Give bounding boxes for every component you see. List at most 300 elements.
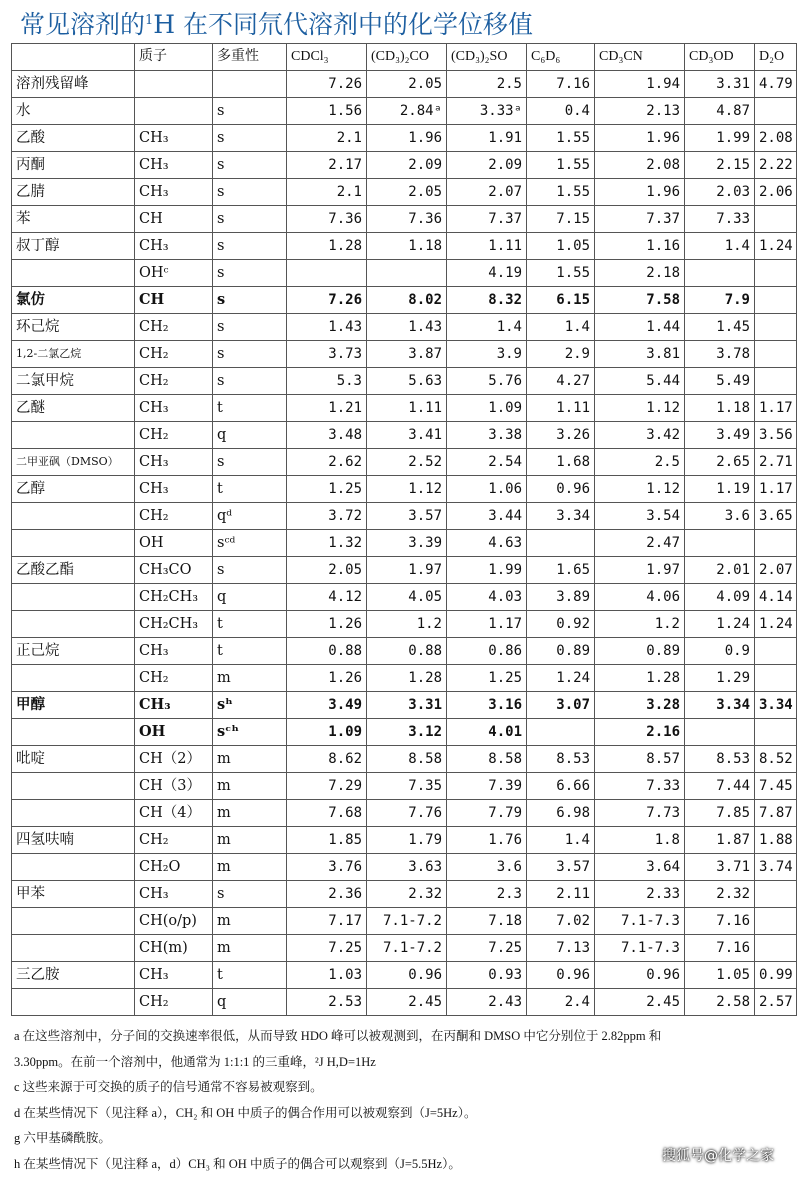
shift-value-cell: 1.12 — [367, 476, 447, 503]
shift-value-cell: 3.33ᵃ — [447, 98, 527, 125]
page-title: 常见溶剂的$^1$H 在不同氘代溶剂中的化学位移值 — [20, 4, 800, 38]
shift-value-cell: 3.87 — [367, 341, 447, 368]
shift-value-cell: 1.4 — [685, 233, 755, 260]
shift-value-cell: 3.71 — [685, 854, 755, 881]
shift-value-cell: 2.18 — [595, 260, 685, 287]
proton-cell: CH₂O — [135, 854, 213, 881]
shift-value-cell: 1.11 — [367, 395, 447, 422]
shift-value-cell: 7.26 — [287, 287, 367, 314]
shift-value-cell: 2.06 — [755, 179, 797, 206]
shift-value-cell — [755, 98, 797, 125]
shift-value-cell: 5.3 — [287, 368, 367, 395]
shift-value-cell: 1.18 — [367, 233, 447, 260]
multiplicity-cell: q — [213, 989, 287, 1016]
solvent-name-cell: 甲醇 — [12, 692, 135, 719]
solvent-name-cell — [12, 665, 135, 692]
table-row — [12, 449, 797, 476]
shift-value-cell: 1.05 — [685, 962, 755, 989]
solvent-name-cell: 苯 — [12, 206, 135, 233]
shift-value-cell: 2.09 — [447, 152, 527, 179]
footnote-line: a 在这些溶剂中，分子间的交换速率很低，从而导致 HDO 峰可以被观测到，在丙酮和 DMSO 中它分别位于 2.82ppm 和 — [14, 1024, 799, 1050]
shift-value-cell: 3.34 — [685, 692, 755, 719]
table-row — [12, 71, 797, 98]
multiplicity-cell: m — [213, 665, 287, 692]
shift-value-cell: 3.34 — [755, 692, 797, 719]
shift-value-cell: 4.63 — [447, 530, 527, 557]
proton-cell: CH₃ — [135, 476, 213, 503]
shift-value-cell: 4.09 — [685, 584, 755, 611]
shift-value-cell: 1.16 — [595, 233, 685, 260]
shift-value-cell — [527, 719, 595, 746]
shift-value-cell: 2.08 — [595, 152, 685, 179]
shift-value-cell: 7.33 — [685, 206, 755, 233]
shift-value-cell: 0.89 — [595, 638, 685, 665]
shift-value-cell: 7.36 — [367, 206, 447, 233]
shift-value-cell: 1.11 — [447, 233, 527, 260]
solvent-name-cell — [12, 611, 135, 638]
shift-value-cell: 7.79 — [447, 800, 527, 827]
shift-value-cell: 1.99 — [685, 125, 755, 152]
table-row — [12, 854, 797, 881]
shift-value-cell: 3.6 — [685, 503, 755, 530]
multiplicity-cell: t — [213, 611, 287, 638]
shift-value-cell: 1.25 — [287, 476, 367, 503]
solvent-name-cell: 四氢呋喃 — [12, 827, 135, 854]
column-header: C₆D₆ — [527, 44, 595, 71]
solvent-name-cell: 乙醇 — [12, 476, 135, 503]
shift-value-cell — [527, 530, 595, 557]
shift-value-cell: 1.44 — [595, 314, 685, 341]
multiplicity-cell: t — [213, 638, 287, 665]
shift-value-cell: 1.25 — [447, 665, 527, 692]
proton-cell: CH₂CH₃ — [135, 584, 213, 611]
shift-value-cell: 2.52 — [367, 449, 447, 476]
shift-value-cell: 3.49 — [685, 422, 755, 449]
shift-value-cell: 2.47 — [595, 530, 685, 557]
shift-value-cell: 2.5 — [447, 71, 527, 98]
shift-value-cell: 2.1 — [287, 179, 367, 206]
shift-value-cell: 4.19 — [447, 260, 527, 287]
shift-value-cell: 0.88 — [287, 638, 367, 665]
proton-cell: CH₃ — [135, 395, 213, 422]
table-row — [12, 368, 797, 395]
shift-value-cell: 2.71 — [755, 449, 797, 476]
shift-value-cell: 1.24 — [527, 665, 595, 692]
table-row — [12, 638, 797, 665]
shift-value-cell: 7.15 — [527, 206, 595, 233]
multiplicity-cell: m — [213, 908, 287, 935]
proton-cell: CH — [135, 287, 213, 314]
multiplicity-cell: s — [213, 287, 287, 314]
shift-value-cell: 1.96 — [367, 125, 447, 152]
shift-value-cell: 7.9 — [685, 287, 755, 314]
shift-value-cell: 0.9 — [685, 638, 755, 665]
proton-cell: CH₃ — [135, 692, 213, 719]
solvent-name-cell: 乙醚 — [12, 395, 135, 422]
shift-value-cell: 1.17 — [447, 611, 527, 638]
solvent-name-cell — [12, 989, 135, 1016]
proton-cell — [135, 71, 213, 98]
shift-value-cell: 2.07 — [447, 179, 527, 206]
proton-cell: CH₂ — [135, 989, 213, 1016]
shift-value-cell: 1.4 — [527, 314, 595, 341]
shift-value-cell: 3.54 — [595, 503, 685, 530]
shift-value-cell: 0.4 — [527, 98, 595, 125]
shift-value-cell: 2.53 — [287, 989, 367, 1016]
table-row — [12, 962, 797, 989]
footnote-line: g 六甲基磷酰胺。 — [14, 1126, 799, 1152]
shift-value-cell: 0.92 — [527, 611, 595, 638]
multiplicity-cell: s — [213, 260, 287, 287]
shift-value-cell: 4.14 — [755, 584, 797, 611]
proton-cell: OH — [135, 719, 213, 746]
shift-value-cell: 1.12 — [595, 476, 685, 503]
shift-value-cell: 2.62 — [287, 449, 367, 476]
shift-value-cell: 1.55 — [527, 260, 595, 287]
proton-cell — [135, 98, 213, 125]
shift-value-cell: 3.34 — [527, 503, 595, 530]
shift-value-cell: 3.78 — [685, 341, 755, 368]
proton-cell: CH₂ — [135, 341, 213, 368]
shift-value-cell: 1.8 — [595, 827, 685, 854]
table-row — [12, 422, 797, 449]
table-row — [12, 827, 797, 854]
shift-value-cell: 7.39 — [447, 773, 527, 800]
shift-value-cell: 1.18 — [685, 395, 755, 422]
shift-value-cell: 5.76 — [447, 368, 527, 395]
shift-value-cell: 1.29 — [685, 665, 755, 692]
solvent-name-cell: 环己烷 — [12, 314, 135, 341]
shift-value-cell: 3.56 — [755, 422, 797, 449]
solvent-name-cell: 吡啶 — [12, 746, 135, 773]
shift-value-cell: 2.16 — [595, 719, 685, 746]
solvent-name-cell — [12, 260, 135, 287]
multiplicity-cell: s — [213, 341, 287, 368]
shift-value-cell: 7.17 — [287, 908, 367, 935]
multiplicity-cell: s — [213, 314, 287, 341]
proton-cell: CH₃ — [135, 125, 213, 152]
shift-value-cell: 6.98 — [527, 800, 595, 827]
shift-value-cell: 7.33 — [595, 773, 685, 800]
solvent-name-cell: 乙腈 — [12, 179, 135, 206]
multiplicity-cell: s — [213, 233, 287, 260]
shift-value-cell: 1.4 — [527, 827, 595, 854]
shift-value-cell: 3.26 — [527, 422, 595, 449]
shift-value-cell: 2.08 — [755, 125, 797, 152]
shift-value-cell — [755, 341, 797, 368]
multiplicity-cell: m — [213, 935, 287, 962]
proton-cell: CH(o/p) — [135, 908, 213, 935]
solvent-name-cell — [12, 530, 135, 557]
table-row — [12, 665, 797, 692]
shift-value-cell: 1.09 — [287, 719, 367, 746]
proton-cell: CH（4） — [135, 800, 213, 827]
shift-value-cell: 5.44 — [595, 368, 685, 395]
shift-value-cell: 3.16 — [447, 692, 527, 719]
shift-value-cell: 2.32 — [367, 881, 447, 908]
shift-value-cell: 6.15 — [527, 287, 595, 314]
shift-value-cell: 1.55 — [527, 125, 595, 152]
watermark: 搜狐号@化学之家 — [662, 1145, 774, 1169]
shift-value-cell: 1.2 — [367, 611, 447, 638]
shift-value-cell: 3.31 — [685, 71, 755, 98]
shift-value-cell: 3.63 — [367, 854, 447, 881]
shift-value-cell: 1.76 — [447, 827, 527, 854]
proton-cell: CH₃ — [135, 638, 213, 665]
column-header: CD₃OD — [685, 44, 755, 71]
solvent-name-cell: 正己烷 — [12, 638, 135, 665]
shift-value-cell — [685, 719, 755, 746]
table-row — [12, 98, 797, 125]
solvent-name-cell — [12, 935, 135, 962]
shift-value-cell: 3.57 — [367, 503, 447, 530]
shift-value-cell: 1.4 — [447, 314, 527, 341]
table-row — [12, 314, 797, 341]
shift-value-cell: 2.45 — [367, 989, 447, 1016]
column-header: (CD₃)₂CO — [367, 44, 447, 71]
footnote-line: h 在某些情况下（见注释 a，d）CH₃ 和 OH 中质子的偶合可以观察到（J=5.5Hz）。 — [14, 1152, 799, 1177]
shift-value-cell: 2.07 — [755, 557, 797, 584]
shift-value-cell: 8.62 — [287, 746, 367, 773]
proton-cell: CH₃ — [135, 449, 213, 476]
table-row — [12, 908, 797, 935]
shift-value-cell: 7.85 — [685, 800, 755, 827]
shift-value-cell: 3.42 — [595, 422, 685, 449]
shift-value-cell: 7.45 — [755, 773, 797, 800]
solvent-name-cell: 氯仿 — [12, 287, 135, 314]
shift-value-cell: 0.93 — [447, 962, 527, 989]
shift-value-cell: 7.16 — [527, 71, 595, 98]
shift-value-cell: 6.66 — [527, 773, 595, 800]
proton-cell: CH₃ — [135, 179, 213, 206]
shift-value-cell: 1.11 — [527, 395, 595, 422]
table-row — [12, 773, 797, 800]
multiplicity-cell: sʰ — [213, 692, 287, 719]
shift-value-cell: 2.54 — [447, 449, 527, 476]
shift-value-cell: 2.36 — [287, 881, 367, 908]
shift-value-cell: 7.18 — [447, 908, 527, 935]
shift-value-cell: 7.68 — [287, 800, 367, 827]
shift-value-cell: 0.96 — [595, 962, 685, 989]
solvent-name-cell: 三乙胺 — [12, 962, 135, 989]
shift-value-cell: 2.01 — [685, 557, 755, 584]
multiplicity-cell: q — [213, 584, 287, 611]
shift-value-cell: 2.03 — [685, 179, 755, 206]
shift-value-cell: 7.35 — [367, 773, 447, 800]
shift-value-cell: 3.38 — [447, 422, 527, 449]
shift-value-cell: 1.19 — [685, 476, 755, 503]
multiplicity-cell: m — [213, 827, 287, 854]
multiplicity-cell: s — [213, 881, 287, 908]
shift-value-cell: 2.32 — [685, 881, 755, 908]
shift-value-cell: 1.28 — [595, 665, 685, 692]
shift-value-cell: 1.32 — [287, 530, 367, 557]
shift-value-cell: 1.43 — [367, 314, 447, 341]
shift-value-cell: 3.64 — [595, 854, 685, 881]
proton-cell: CH₂ — [135, 314, 213, 341]
shift-value-cell: 8.57 — [595, 746, 685, 773]
shift-value-cell: 8.58 — [447, 746, 527, 773]
proton-cell: CH₂ — [135, 827, 213, 854]
shift-value-cell: 2.5 — [595, 449, 685, 476]
shift-value-cell: 2.57 — [755, 989, 797, 1016]
multiplicity-cell: qᵈ — [213, 503, 287, 530]
shift-value-cell — [755, 368, 797, 395]
table-row — [12, 395, 797, 422]
shift-value-cell: 7.1-7.3 — [595, 908, 685, 935]
shift-value-cell: 1.17 — [755, 395, 797, 422]
shift-value-cell — [755, 908, 797, 935]
multiplicity-cell: m — [213, 800, 287, 827]
shift-value-cell: 1.99 — [447, 557, 527, 584]
shift-value-cell: 1.26 — [287, 611, 367, 638]
table-header-row — [12, 44, 797, 71]
table-row — [12, 692, 797, 719]
shift-value-cell: 8.02 — [367, 287, 447, 314]
table-row — [12, 530, 797, 557]
shift-value-cell — [367, 260, 447, 287]
shift-value-cell — [755, 719, 797, 746]
table-row — [12, 584, 797, 611]
shift-value-cell: 1.88 — [755, 827, 797, 854]
shift-value-cell — [755, 638, 797, 665]
shift-value-cell: 2.17 — [287, 152, 367, 179]
shift-value-cell: 8.58 — [367, 746, 447, 773]
multiplicity-cell: s — [213, 179, 287, 206]
proton-cell: CH₂ — [135, 503, 213, 530]
shift-value-cell: 0.96 — [527, 962, 595, 989]
shift-value-cell: 2.05 — [367, 71, 447, 98]
shift-value-cell: 0.89 — [527, 638, 595, 665]
table-row — [12, 989, 797, 1016]
shift-value-cell: 7.16 — [685, 935, 755, 962]
shift-value-cell: 7.1-7.2 — [367, 935, 447, 962]
shift-value-cell: 3.39 — [367, 530, 447, 557]
solvent-name-cell: 溶剂残留峰 — [12, 71, 135, 98]
shift-value-cell: 1.94 — [595, 71, 685, 98]
shift-value-cell: 8.52 — [755, 746, 797, 773]
shift-value-cell: 0.96 — [367, 962, 447, 989]
shift-value-cell: 3.57 — [527, 854, 595, 881]
shift-value-cell: 5.63 — [367, 368, 447, 395]
shift-value-cell — [755, 665, 797, 692]
shift-value-cell: 1.97 — [595, 557, 685, 584]
shift-value-cell: 1.85 — [287, 827, 367, 854]
column-header: 多重性 — [213, 44, 287, 71]
multiplicity-cell: s — [213, 206, 287, 233]
multiplicity-cell: m — [213, 746, 287, 773]
footnote-line: d 在某些情况下（见注释 a），CH₂ 和 OH 中质子的偶合作用可以被观察到（J=5Hz）。 — [14, 1101, 799, 1127]
proton-cell: CH₃CO — [135, 557, 213, 584]
proton-cell: CH（3） — [135, 773, 213, 800]
shift-value-cell: 3.07 — [527, 692, 595, 719]
shift-value-cell: 3.76 — [287, 854, 367, 881]
shift-value-cell — [755, 314, 797, 341]
shift-value-cell: 4.05 — [367, 584, 447, 611]
shift-value-cell — [685, 530, 755, 557]
shift-value-cell: 2.11 — [527, 881, 595, 908]
shift-value-cell — [755, 206, 797, 233]
shift-value-cell: 1.55 — [527, 179, 595, 206]
shift-value-cell: 3.49 — [287, 692, 367, 719]
shift-value-cell: 8.53 — [527, 746, 595, 773]
shift-value-cell: 7.26 — [287, 71, 367, 98]
proton-cell: OH — [135, 530, 213, 557]
solvent-name-cell — [12, 719, 135, 746]
solvent-name-cell: 叔丁醇 — [12, 233, 135, 260]
shift-value-cell: 3.9 — [447, 341, 527, 368]
table-row — [12, 287, 797, 314]
shift-value-cell: 1.87 — [685, 827, 755, 854]
table-row — [12, 503, 797, 530]
footnote-line: 3.30ppm。在前一个溶剂中，他通常为 1:1:1 的三重峰，²J H,D=1Hz — [14, 1050, 799, 1076]
table-row — [12, 881, 797, 908]
shift-value-cell: 3.65 — [755, 503, 797, 530]
shift-value-cell: 1.28 — [287, 233, 367, 260]
shift-value-cell: 4.06 — [595, 584, 685, 611]
shift-value-cell: 7.58 — [595, 287, 685, 314]
multiplicity-cell: s — [213, 368, 287, 395]
shift-value-cell: 2.05 — [287, 557, 367, 584]
shift-value-cell: 7.87 — [755, 800, 797, 827]
table-row — [12, 935, 797, 962]
column-header: CDCl₃ — [287, 44, 367, 71]
table-row — [12, 476, 797, 503]
solvent-name-cell: 乙酸 — [12, 125, 135, 152]
shift-value-cell: 7.37 — [595, 206, 685, 233]
multiplicity-cell: s — [213, 152, 287, 179]
shift-value-cell: 1.24 — [755, 233, 797, 260]
shift-value-cell: 1.24 — [685, 611, 755, 638]
shift-value-cell: 2.1 — [287, 125, 367, 152]
shift-value-cell: 3.72 — [287, 503, 367, 530]
solvent-name-cell: 甲苯 — [12, 881, 135, 908]
table-row — [12, 557, 797, 584]
shift-value-cell: 1.21 — [287, 395, 367, 422]
table-row — [12, 611, 797, 638]
shift-value-cell: 0.86 — [447, 638, 527, 665]
shift-value-cell: 4.12 — [287, 584, 367, 611]
shift-value-cell: 0.99 — [755, 962, 797, 989]
shift-value-cell: 7.1-7.3 — [595, 935, 685, 962]
proton-cell: CH₃ — [135, 233, 213, 260]
shift-value-cell: 7.13 — [527, 935, 595, 962]
multiplicity-cell: s — [213, 98, 287, 125]
shift-value-cell: 8.32 — [447, 287, 527, 314]
shift-value-cell: 7.25 — [287, 935, 367, 962]
shift-value-cell — [755, 287, 797, 314]
shift-value-cell: 4.01 — [447, 719, 527, 746]
shift-value-cell: 7.44 — [685, 773, 755, 800]
solvent-name-cell: 1,2-二氯乙烷 — [12, 341, 135, 368]
shift-value-cell: 1.03 — [287, 962, 367, 989]
shift-value-cell: 1.26 — [287, 665, 367, 692]
shift-value-cell: 3.74 — [755, 854, 797, 881]
shift-value-cell: 0.96 — [527, 476, 595, 503]
shift-value-cell: 1.55 — [527, 152, 595, 179]
shift-value-cell: 2.65 — [685, 449, 755, 476]
proton-cell: CH（2） — [135, 746, 213, 773]
solvent-name-cell — [12, 503, 135, 530]
shift-value-cell — [755, 935, 797, 962]
shift-value-cell: 1.2 — [595, 611, 685, 638]
multiplicity-cell: m — [213, 854, 287, 881]
shift-value-cell: 2.58 — [685, 989, 755, 1016]
shift-value-cell: 3.12 — [367, 719, 447, 746]
shift-value-cell: 3.41 — [367, 422, 447, 449]
shift-value-cell: 2.33 — [595, 881, 685, 908]
solvent-name-cell: 丙酮 — [12, 152, 135, 179]
